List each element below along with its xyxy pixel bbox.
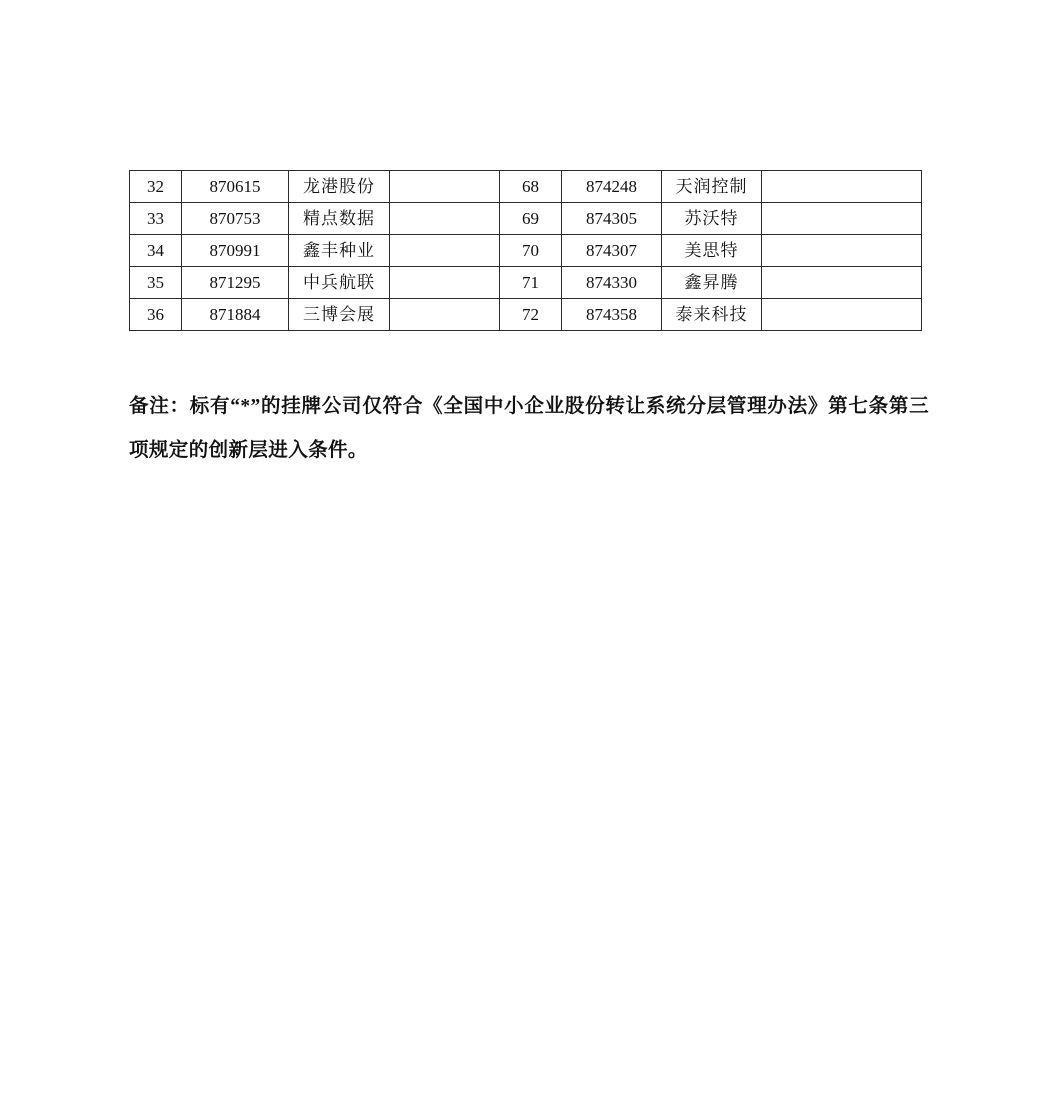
cell-right-index: 72 (500, 299, 562, 331)
cell-left-blank (390, 171, 500, 203)
cell-right-blank (762, 203, 922, 235)
cell-right-name: 美思特 (662, 235, 762, 267)
cell-left-blank (390, 203, 500, 235)
table-row (130, 267, 922, 299)
cell-right-code: 874248 (562, 171, 662, 203)
cell-right-code: 874305 (562, 203, 662, 235)
cell-right-name: 苏沃特 (662, 203, 762, 235)
cell-left-blank (390, 267, 500, 299)
cell-right-index: 68 (500, 171, 562, 203)
cell-left-name: 鑫丰种业 (289, 235, 390, 267)
cell-left-code: 871295 (182, 267, 289, 299)
table-row (130, 171, 922, 203)
cell-right-blank (762, 299, 922, 331)
table-row (130, 235, 922, 267)
cell-right-name: 泰来科技 (662, 299, 762, 331)
cell-right-name: 鑫昇腾 (662, 267, 762, 299)
cell-right-blank (762, 267, 922, 299)
cell-left-code: 870753 (182, 203, 289, 235)
cell-right-index: 71 (500, 267, 562, 299)
cell-right-index: 70 (500, 235, 562, 267)
cell-right-blank (762, 235, 922, 267)
table-note: 备注：标有“*”的挂牌公司仅符合《全国中小企业股份转让系统分层管理办法》第七条第三项规定的创新层进入条件。 (129, 396, 929, 461)
cell-left-name: 中兵航联 (289, 267, 390, 299)
cell-left-index: 35 (130, 267, 182, 299)
cell-left-blank (390, 299, 500, 331)
cell-right-code: 874307 (562, 235, 662, 267)
cell-left-name: 精点数据 (289, 203, 390, 235)
cell-left-blank (390, 235, 500, 267)
cell-left-code: 871884 (182, 299, 289, 331)
cell-left-name: 龙港股份 (289, 171, 390, 203)
cell-left-code: 870615 (182, 171, 289, 203)
cell-right-blank (762, 171, 922, 203)
table-row (130, 299, 922, 331)
table-row (130, 203, 922, 235)
cell-left-index: 34 (130, 235, 182, 267)
table-body (130, 171, 922, 331)
cell-left-index: 33 (130, 203, 182, 235)
cell-right-code: 874358 (562, 299, 662, 331)
listed-companies-table (129, 170, 922, 331)
cell-left-code: 870991 (182, 235, 289, 267)
cell-right-name: 天润控制 (662, 171, 762, 203)
cell-left-index: 36 (130, 299, 182, 331)
cell-right-index: 69 (500, 203, 562, 235)
cell-left-name: 三博会展 (289, 299, 390, 331)
cell-right-code: 874330 (562, 267, 662, 299)
cell-left-index: 32 (130, 171, 182, 203)
